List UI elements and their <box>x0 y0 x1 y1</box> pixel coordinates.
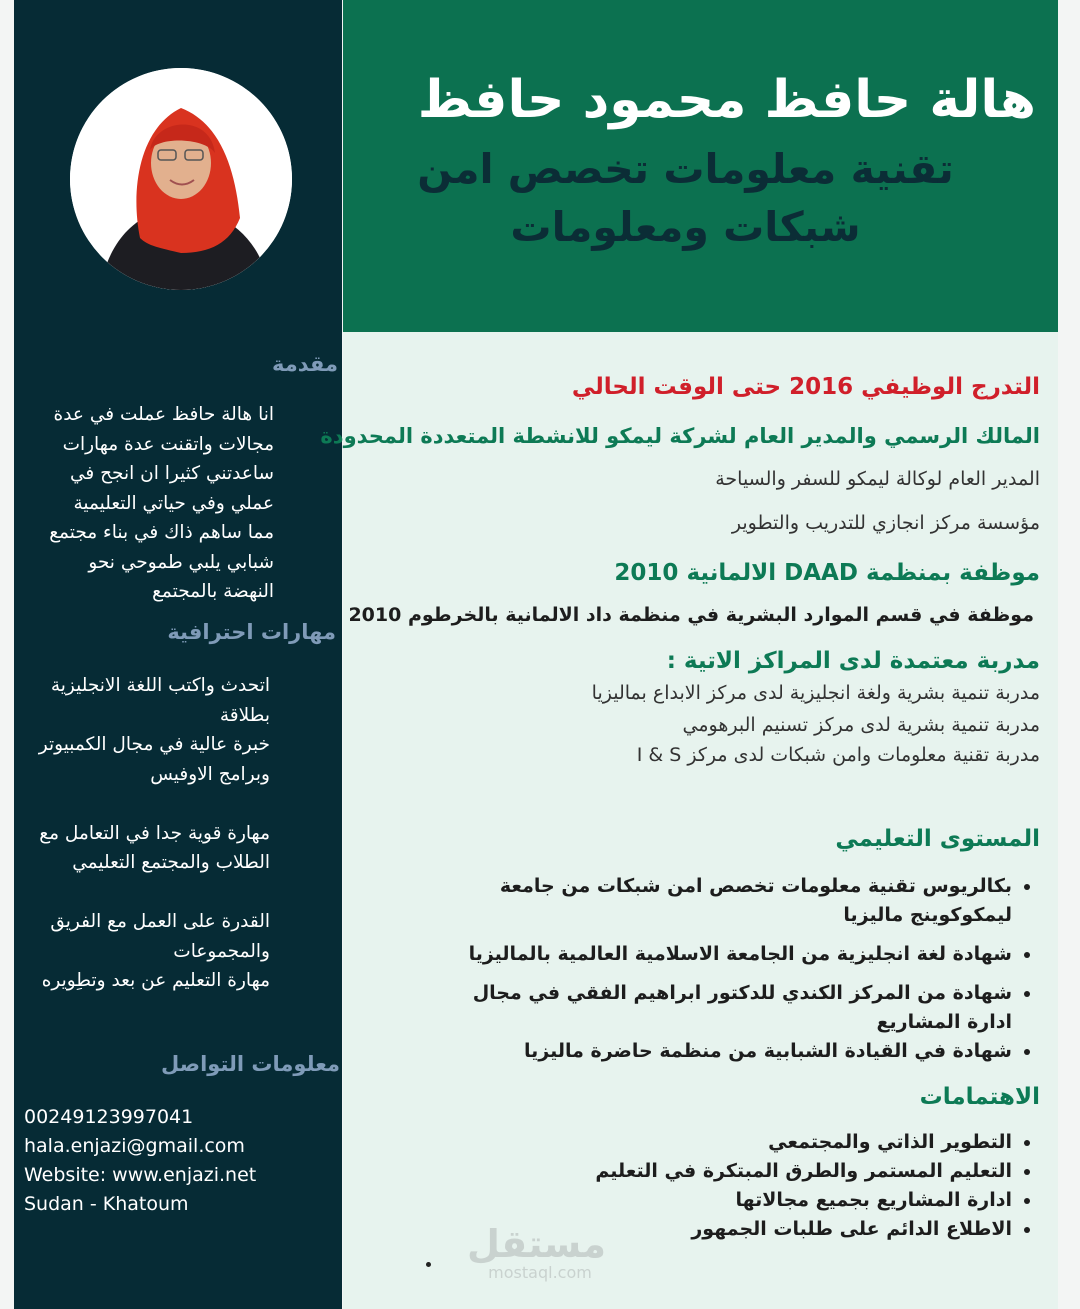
skill-line <box>20 789 270 819</box>
career-title: التدرج الوظيفي 2016 حتى الوقت الحالي <box>571 374 1040 400</box>
interest-item: • التعليم المستمر والطرق المبتكرة في التعليم <box>492 1157 1012 1186</box>
intro-line: انا هالة حافظ عملت في عدة <box>53 404 274 425</box>
website: Website: www.enjazi.net <box>24 1164 257 1186</box>
contact-title: معلومات التواصل <box>161 1052 340 1076</box>
job-title: تقنية معلومات تخصص امن شبكات ومعلومات <box>417 145 954 251</box>
education-item: • شهادة في القيادة الشبابية من منظمة حاضرة ماليزيا <box>452 1037 1012 1066</box>
location: Sudan - Khatoum <box>24 1193 189 1215</box>
stray-dot <box>426 1262 431 1267</box>
skill-line: والمجموعات <box>173 940 270 962</box>
skill-line: القدرة على العمل مع الفريق <box>50 911 270 932</box>
watermark-logo: مستقل <box>467 1222 606 1266</box>
intro-line: شبابي يلبي طموحي نحو <box>88 551 274 573</box>
daad-title: موظفة بمنظمة DAAD الالمانية 2010 <box>614 560 1040 586</box>
skill-line: خبرة عالية في مجال الكمبيوتر <box>38 734 270 755</box>
phone-number: 00249123997041 <box>24 1106 194 1128</box>
intro-line: ساعدتني كثيرا ان انجح في <box>69 463 274 484</box>
header-banner <box>343 0 1058 332</box>
watermark-domain: mostaql.com <box>488 1263 592 1282</box>
intro-title: مقدمة <box>272 352 338 376</box>
trainer-title: مدربة معتمدة لدى المراكز الاتية : <box>666 648 1040 674</box>
skill-line: بطلاقة <box>219 704 270 726</box>
interest-item: • التطوير الذاتي والمجتمعي <box>492 1128 1012 1157</box>
education-list <box>452 872 1038 1066</box>
daad-detail: موظفة في قسم الموارد البشرية في منظمة داد الالمانية بالخرطوم 2010 <box>348 604 1034 626</box>
career-item-1: المدير العام لوكالة ليمكو للسفر والسياحة <box>715 468 1040 490</box>
intro-line: عملي وفي حياتي التعليمية <box>73 492 274 514</box>
interests-title: الاهتمامات <box>919 1084 1040 1110</box>
owner-line: المالك الرسمي والمدير العام لشركة ليمكو للانشطة المتعددة المحدودة <box>320 424 1040 448</box>
skills-title: مهارات احترافية <box>167 620 336 644</box>
education-item: • بكالريوس تقنية معلومات تخصص امن شبكات من جامعة ليمكوكوينج ماليزيا <box>452 872 1012 930</box>
trainer-item: مدربة تنمية بشرية لدى مركز تسنيم البرهومي <box>682 714 1040 736</box>
avatar-illustration <box>70 68 292 290</box>
education-item: • شهادة من المركز الكندي للدكتور ابراهيم الفقي في مجال ادارة المشاريع <box>452 979 1012 1037</box>
intro-line: مما ساهم ذاك في بناء مجتمع <box>49 522 274 543</box>
skill-line: الطلاب والمجتمع التعليمي <box>72 852 270 873</box>
trainer-item: مدربة تقنية معلومات وامن شبكات لدى مركز I & S <box>636 744 1040 766</box>
trainer-item: مدربة تنمية بشرية ولغة انجليزية لدى مركز الابداع بماليزيا <box>591 682 1040 704</box>
skill-line: اتحدث واكتب اللغة الانجليزية <box>50 675 270 696</box>
education-title: المستوى التعليمي <box>835 826 1040 852</box>
intro-line: النهضة بالمجتمع <box>152 581 274 602</box>
skills-list <box>20 671 270 996</box>
career-item-2: مؤسسة مركز انجازي للتدريب والتطوير <box>731 512 1040 534</box>
full-name: هالة حافظ محمود حافظ <box>417 70 1036 130</box>
skill-line: مهارة قوية جدا في التعامل مع <box>39 822 270 844</box>
skill-line: مهارة التعليم عن بعد وتطِويره <box>41 970 270 991</box>
intro-line: مجالات واتقنت عدة مهارات <box>62 433 274 455</box>
intro-text <box>20 400 274 607</box>
email-address: hala.enjazi@gmail.com <box>24 1135 245 1157</box>
skill-line <box>20 878 270 908</box>
skill-line: وبرامج الاوفيس <box>150 763 270 785</box>
education-item: • شهادة لغة انجليزية من الجامعة الاسلامية العالمية بالماليزيا <box>452 940 1012 969</box>
contact-info <box>24 1103 334 1219</box>
profile-photo <box>70 68 292 290</box>
interest-item: • ادارة المشاريع بجميع مجالاتها <box>492 1186 1012 1215</box>
interest-item: • الاطلاع الدائم على طلبات الجمهور <box>492 1215 1012 1244</box>
